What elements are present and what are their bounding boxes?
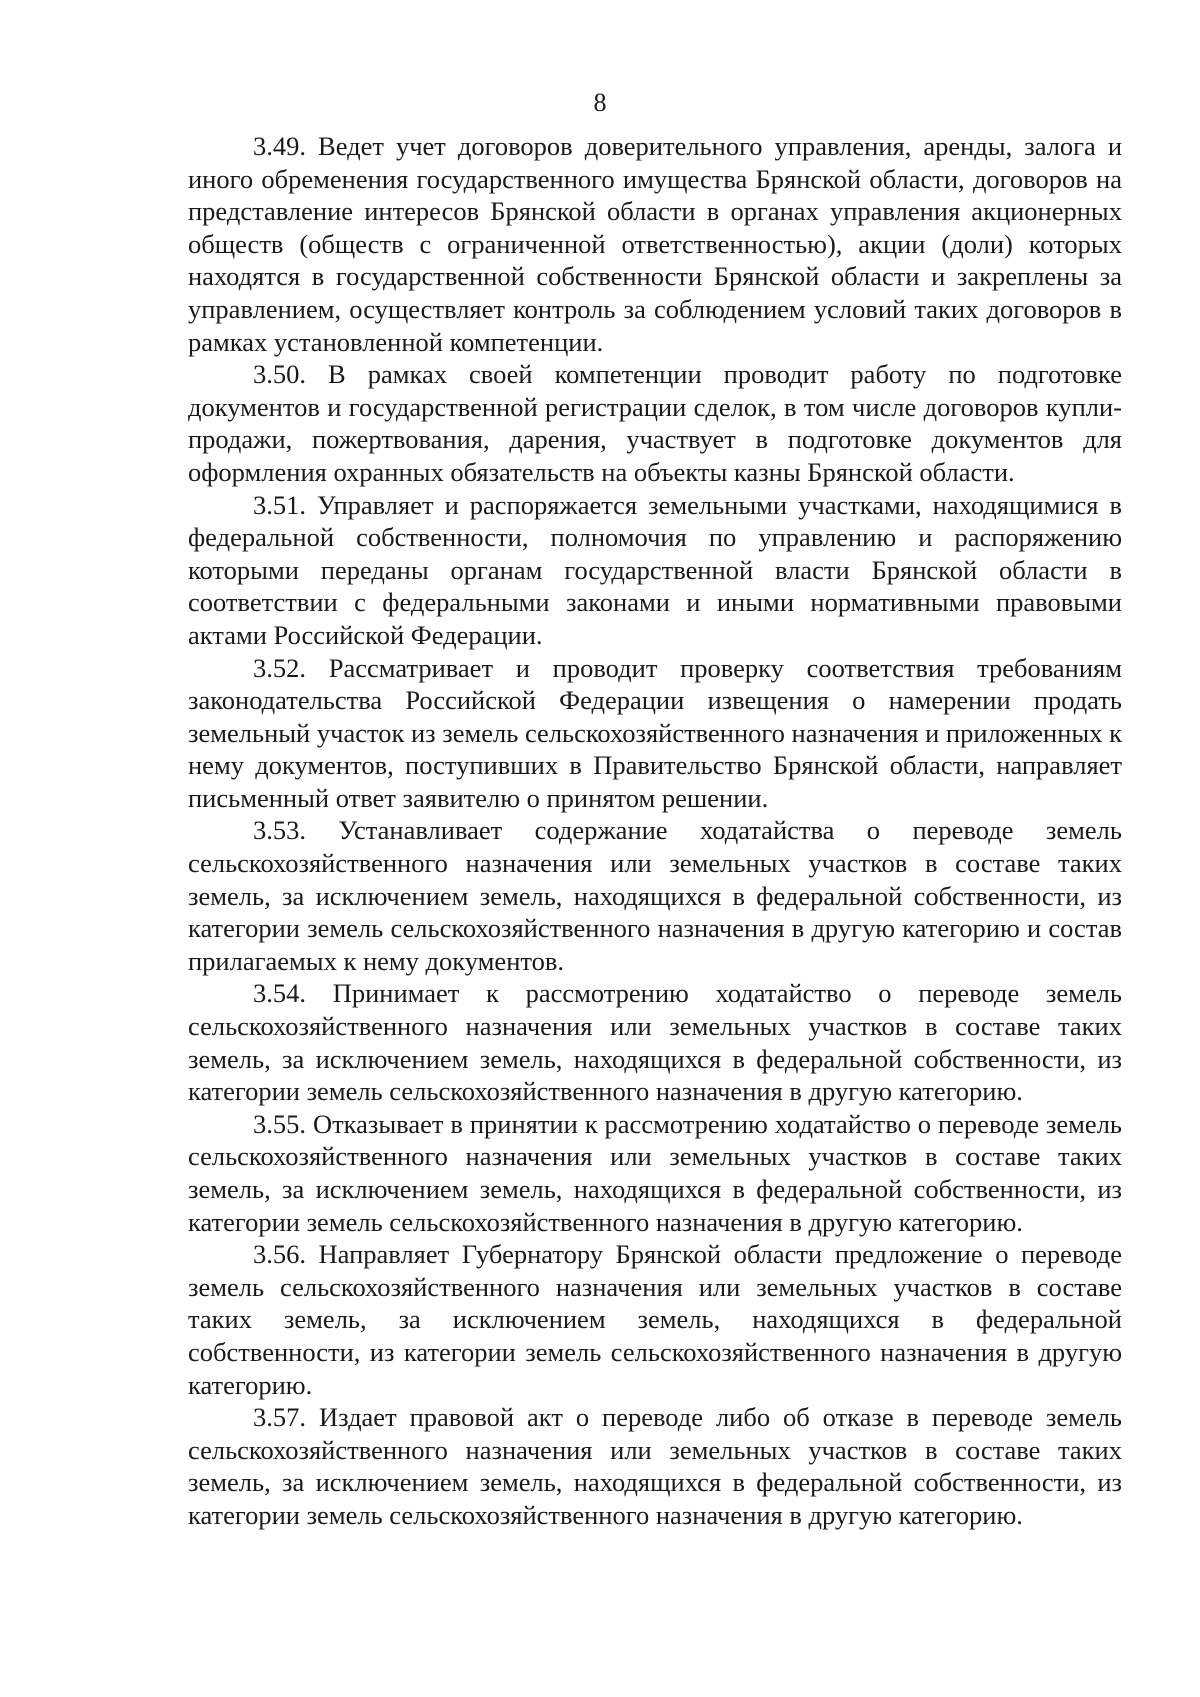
clause-number: 3.49.	[253, 131, 306, 161]
paragraph-3-56	[188, 1238, 1122, 1401]
clause-number: 3.52.	[253, 652, 306, 683]
document-body	[188, 130, 1122, 1532]
clause-number: 3.57.	[253, 1402, 306, 1433]
paragraph-3-54	[188, 977, 1122, 1107]
clause-number: 3.50.	[253, 359, 306, 390]
clause-number: 3.55.	[253, 1108, 306, 1139]
clause-text: Рассматривает и проводит проверку соответствия требованиям законодательства Российской Федерации извещения о намерении продать земельный участок из земель сельскохозяйственного назначения и приложенных к нему документов, поступивших в Правительство Брянской области, направляет письменный ответ заявителю о принятом решении.	[188, 652, 1122, 813]
clause-text: Принимает к рассмотрению ходатайство о переводе земель сельскохозяйственного назначения или земельных участков в составе таких земель, за исключением земель, находящихся в федеральной собственности, из категории земель сельскохозяйственного назначения в другую категорию.	[188, 978, 1122, 1107]
clause-number: 3.56.	[253, 1239, 306, 1270]
clause-number: 3.53.	[253, 815, 306, 846]
clause-text: Издает правовой акт о переводе либо об отказе в переводе земель сельскохозяйственного назначения или земельных участков в составе таких земель, за исключением земель, находящихся в федеральной собственности, из категории земель сельскохозяйственного назначения в другую категорию.	[188, 1402, 1123, 1530]
paragraph-3-57	[188, 1401, 1122, 1531]
clause-text: Управляет и распоряжается земельными участками, находящимися в федеральной собственности, полномочия по управлению и распоряжению которыми переданы органам государственной власти Брянской области в соответствии с федеральными законами и иными нормативными правовыми актами Российской Федерации.	[188, 489, 1122, 650]
paragraph-3-49	[188, 130, 1122, 358]
clause-text: Отказывает в принятии к рассмотрению ходатайство о переводе земель сельскохозяйственного назначения или земельных участков в составе таких земель, за исключением земель, находящихся в федеральной собственности, из категории земель сельскохозяйственного назначения в другую категорию.	[188, 1108, 1122, 1237]
clause-text: Ведет учет договоров доверительного управления, аренды, залога и иного обременения государственного имущества Брянской области, договоров на представление интересов Брянской области в органах управления акционерных обществ (обществ с ограниченной ответственностью), акции (доли) которых находятся в государственной собственности Брянской области и закреплены за управлением, осуществляет контроль за соблюдением условий таких договоров в рамках установленной компетенции.	[188, 131, 1123, 357]
page-number: 8	[593, 88, 607, 117]
paragraph-3-50	[188, 358, 1122, 488]
paragraph-3-52	[188, 652, 1122, 815]
clause-number: 3.54.	[253, 978, 306, 1009]
clause-text: Устанавливает содержание ходатайства о переводе земель сельскохозяйственного назначения или земельных участков в составе таких земель, за исключением земель, находящихся в федеральной собственности, из категории земель сельскохозяйственного назначения в другую категорию и состав прилагаемых к нему документов.	[188, 815, 1122, 976]
paragraph-3-55	[188, 1108, 1122, 1238]
clause-text: В рамках своей компетенции проводит работу по подготовке документов и государственной регистрации сделок, в том числе договоров купли-продажи, пожертвования, дарения, участвует в подготовке документов для оформления охранных обязательств на объекты казны Брянской области.	[188, 359, 1122, 487]
paragraph-3-53	[188, 814, 1122, 977]
paragraph-3-51	[188, 489, 1122, 652]
clause-number: 3.51.	[253, 489, 306, 520]
clause-text: Направляет Губернатору Брянской области предложение о переводе земель сельскохозяйственного назначения или земельных участков в составе таких земель, за исключением земель, находящихся в федеральной собственности, из категории земель сельскохозяйственного назначения в другую категорию.	[188, 1239, 1123, 1400]
